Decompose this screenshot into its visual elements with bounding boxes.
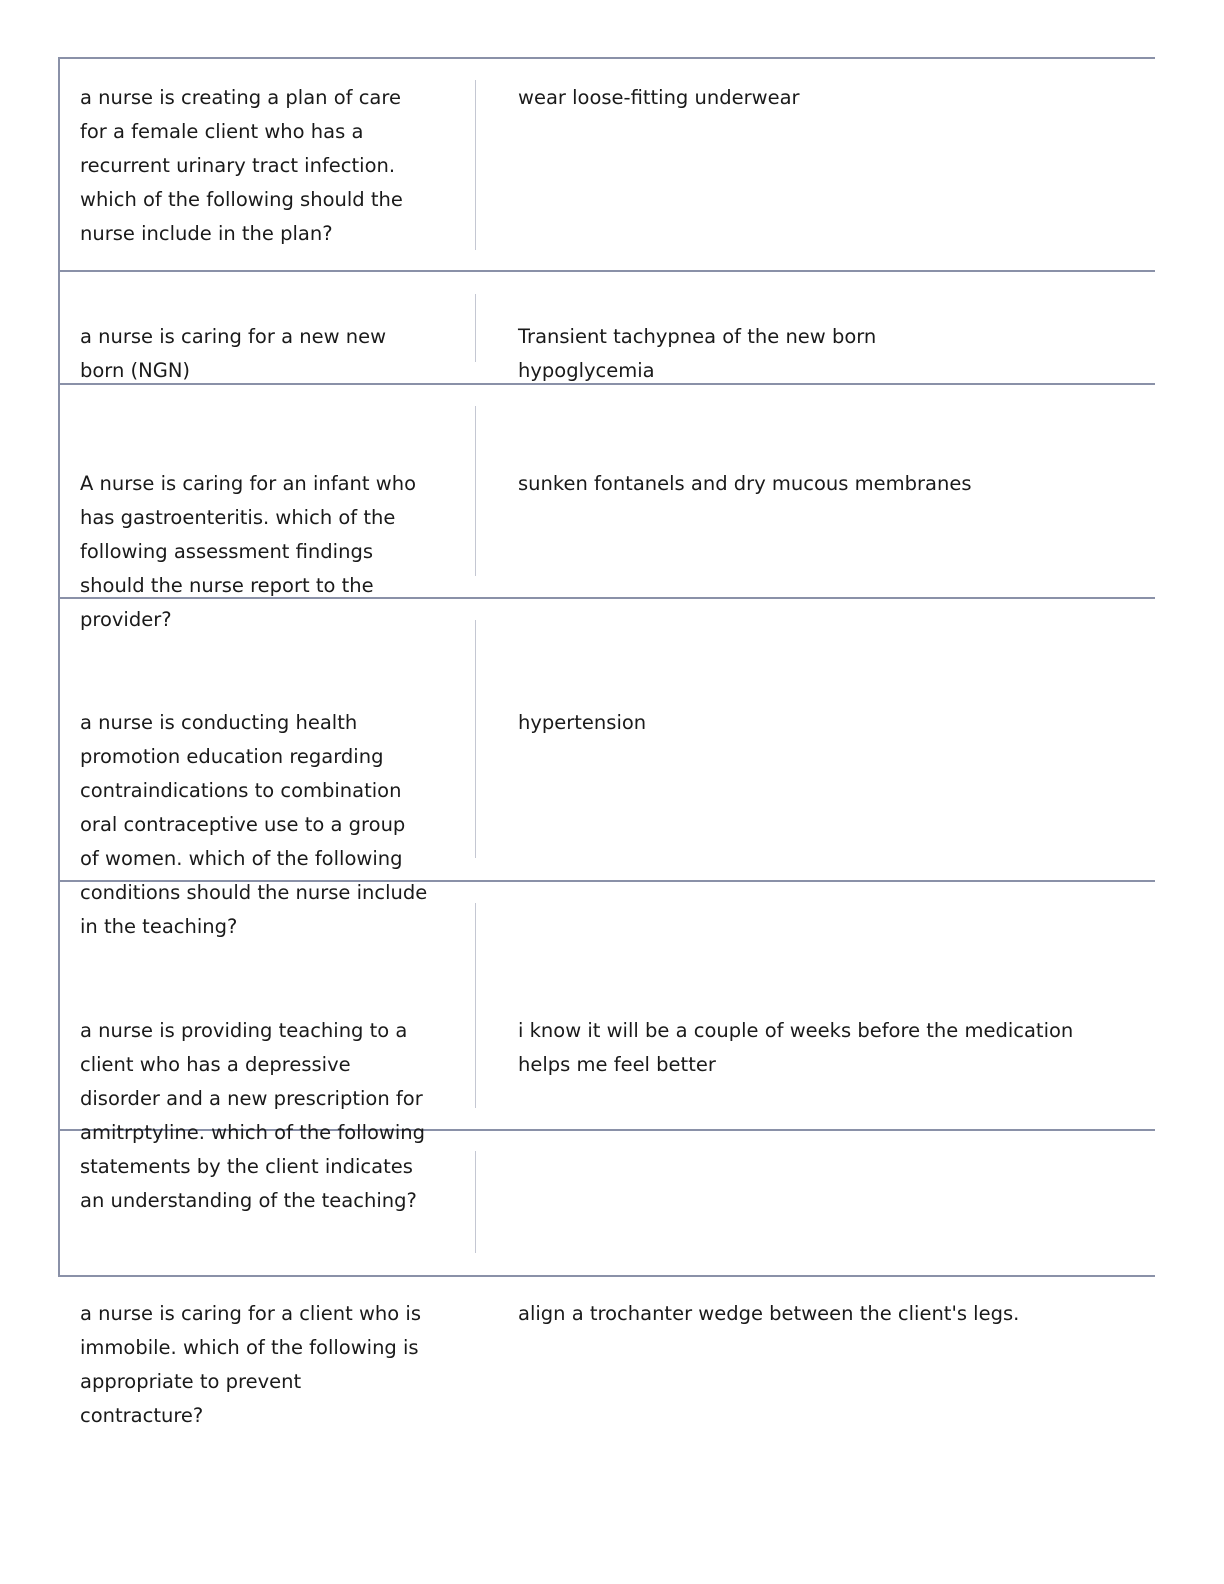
answer-line: sunken fontanels and dry mucous membranes (518, 472, 972, 495)
column-divider (475, 406, 476, 576)
table-left-border (58, 58, 60, 1277)
column-divider (475, 903, 476, 1108)
card-answer (518, 320, 1118, 388)
row-divider (58, 270, 1155, 272)
card-answer (518, 1297, 1118, 1331)
card-question: a nurse is caring for a client who is immobile. which of the following is appropriate to prevent contracture? (80, 1302, 421, 1427)
answer-line: hypoglycemia (518, 359, 655, 382)
row-divider (58, 1275, 1155, 1277)
card-answer (518, 81, 1118, 115)
column-divider (475, 620, 476, 858)
answer-line: helps me feel better (518, 1053, 716, 1076)
answer-line: Transient tachypnea of the new born (518, 325, 877, 348)
card-answer (518, 1014, 1118, 1082)
card-question: a nurse is creating a plan of care for a female client who has a recurrent urinary tract infection. which of the following should the nurse include in the plan? (80, 86, 403, 245)
column-divider (475, 80, 476, 250)
answer-line: i know it will be a couple of weeks before the medication (518, 1019, 1074, 1042)
row-divider (58, 57, 1155, 59)
answer-line: hypertension (518, 711, 647, 734)
column-divider (475, 294, 476, 362)
card-answer (518, 706, 1118, 740)
card-question: a nurse is providing teaching to a client who has a depressive disorder and a new prescription for amitrptyline. which of the following statements by the client indicates an understanding of the teaching? (80, 1019, 426, 1212)
card-question: A nurse is caring for an infant who has gastroenteritis. which of the following assessment findings should the nurse report to the provider? (80, 472, 416, 631)
card-question: a nurse is caring for a new new born (NGN) (80, 325, 387, 382)
answer-line: align a trochanter wedge between the client's legs. (518, 1302, 1020, 1325)
column-divider (475, 1151, 476, 1253)
card-question: a nurse is conducting health promotion education regarding contraindications to combination oral contraceptive use to a group of women. which of the following conditions should the nurse include in the teaching? (80, 711, 428, 938)
card-answer (518, 467, 1118, 501)
answer-line: wear loose-fitting underwear (518, 86, 800, 109)
